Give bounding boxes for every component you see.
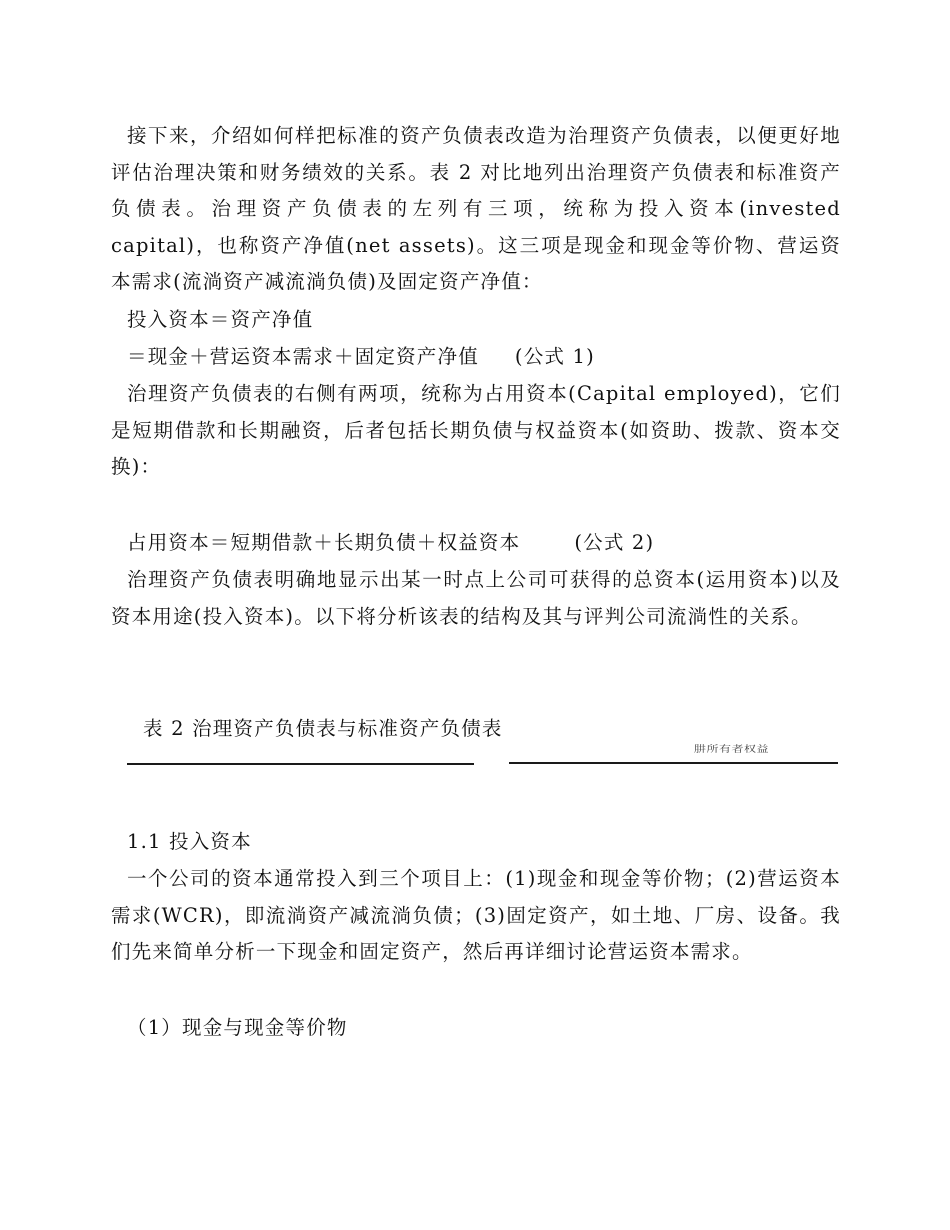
formula-1-expression: ＝现金＋营运资本需求＋固定资产净值 xyxy=(127,345,479,368)
subheading-cash: （1）现金与现金等价物 xyxy=(127,1016,348,1039)
formula-2-tag: (公式 2) xyxy=(574,531,655,554)
formula-2 xyxy=(127,525,654,562)
paragraph-capital-employed: 治理资产负债表的右侧有两项，统称为占用资本(Capital employed)，它们是短期借款和长期融资，后者包括长期负债与权益资本(如资助、拨款、资本交换)： xyxy=(111,382,841,478)
section-heading: 1.1 投入资本 xyxy=(127,830,252,853)
table-rule-right xyxy=(509,762,838,764)
formula-1-line-1: 投入资本＝资产净值 xyxy=(127,308,314,331)
table-caption: 表 2 治理资产负债表与标准资产负债表 xyxy=(143,717,503,740)
paragraph-invested-capital: 一个公司的资本通常投入到三个项目上：(1)现金和现金等价物；(2)营运资本需求(WCR)，即流淌资产减流淌负债；(3)固定资产，如土地、厂房、设备。我们先来简单分析一下现金和固定资产，然后再详细讨论营运资本需求。 xyxy=(111,867,841,963)
paragraph-intro: 接下来，介绍如何样把标准的资产负债表改造为治理资产负债表，以便更好地评估治理决策和财务绩效的关系。表 2 对比地列出治理资产负债表和标准资产负债表。治理资产负债表的左列有三项，统称为投入资本(invested capital)，也称资产净值(net assets)。这三项是现金和现金等价物、营运资本需求(流淌资产减流淌负债)及固定资产净值： xyxy=(111,124,841,293)
formula-1-line-2 xyxy=(127,339,595,376)
table-rule-left xyxy=(127,763,474,765)
paragraph-explanation: 治理资产负债表明确地显示出某一时点上公司可获得的总资本(运用资本)以及资本用途(投入资本)。以下将分析该表的结构及其与评判公司流淌性的关系。 xyxy=(111,568,841,628)
formula-1-tag: (公式 1) xyxy=(514,345,595,368)
table-fragment-text: 肼所有者权益 xyxy=(694,743,770,754)
formula-2-expression: 占用资本＝短期借款＋长期负债＋权益资本 xyxy=(127,531,521,554)
